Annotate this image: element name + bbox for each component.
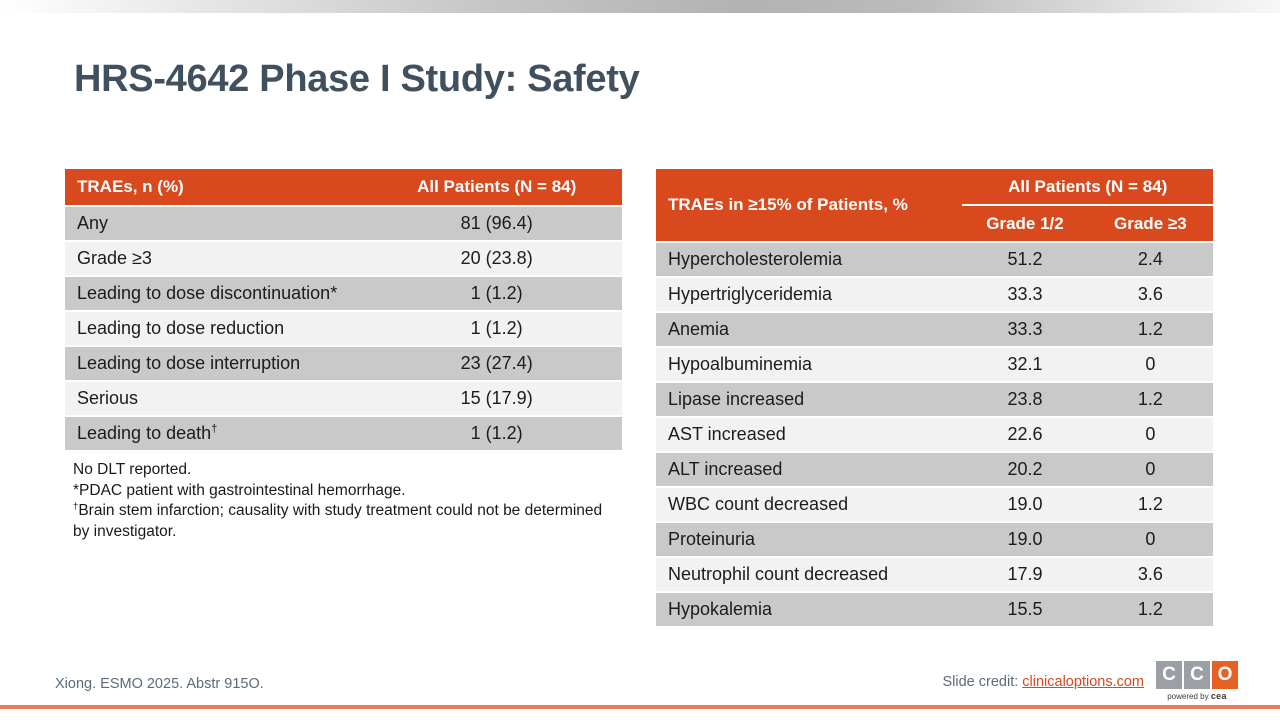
right-table-header-grade3: Grade ≥3 bbox=[1088, 205, 1213, 242]
table-cell: Serious bbox=[65, 381, 371, 416]
table-row bbox=[656, 417, 1213, 452]
table-row bbox=[656, 382, 1213, 417]
table-row bbox=[656, 277, 1213, 312]
table-cell: 20.2 bbox=[962, 452, 1087, 487]
table-cell: 1 (1.2) bbox=[371, 276, 622, 311]
table-cell: 0 bbox=[1088, 417, 1213, 452]
table-cell: 33.3 bbox=[962, 312, 1087, 347]
table-row bbox=[65, 276, 622, 311]
table-row bbox=[65, 206, 622, 241]
table-cell: Any bbox=[65, 206, 371, 241]
table-cell: Hypokalemia bbox=[656, 592, 962, 627]
table-row bbox=[656, 347, 1213, 382]
cco-logo bbox=[1156, 661, 1238, 701]
table-row bbox=[656, 487, 1213, 522]
table-cell: WBC count decreased bbox=[656, 487, 962, 522]
table-cell: Lipase increased bbox=[656, 382, 962, 417]
table-header-row bbox=[65, 169, 622, 206]
trae-summary-table bbox=[65, 169, 622, 452]
table-cell: 0 bbox=[1088, 522, 1213, 557]
table-cell: Grade ≥3 bbox=[65, 241, 371, 276]
cco-logo-tiles bbox=[1156, 661, 1238, 689]
table-header-row bbox=[656, 169, 1213, 205]
slide-credit bbox=[943, 674, 1145, 690]
table-row bbox=[65, 241, 622, 276]
table-row bbox=[656, 557, 1213, 592]
table-row bbox=[656, 592, 1213, 627]
table-cell: Leading to dose reduction bbox=[65, 311, 371, 346]
logo-tile-c1: C bbox=[1156, 661, 1182, 689]
table-cell: 19.0 bbox=[962, 487, 1087, 522]
table-cell: 1 (1.2) bbox=[371, 416, 622, 451]
table-row bbox=[656, 522, 1213, 557]
table-cell: Anemia bbox=[656, 312, 962, 347]
table-cell: 19.0 bbox=[962, 522, 1087, 557]
left-table-header-traes: TRAEs, n (%) bbox=[65, 169, 371, 206]
table-cell: 22.6 bbox=[962, 417, 1087, 452]
table-cell: 17.9 bbox=[962, 557, 1087, 592]
footnote-line: †Brain stem infarction; causality with study treatment could not be determined by investigator. bbox=[73, 501, 603, 540]
left-table-header-all-patients: All Patients (N = 84) bbox=[371, 169, 622, 206]
table-cell: Neutrophil count decreased bbox=[656, 557, 962, 592]
table-row bbox=[656, 242, 1213, 277]
table-cell: 1.2 bbox=[1088, 382, 1213, 417]
table-cell: 23.8 bbox=[962, 382, 1087, 417]
table-cell: 33.3 bbox=[962, 277, 1087, 312]
table-cell: 23 (27.4) bbox=[371, 346, 622, 381]
table-cell: 0 bbox=[1088, 347, 1213, 382]
table-cell: Hypertriglyceridemia bbox=[656, 277, 962, 312]
right-table-header-grade12: Grade 1/2 bbox=[962, 205, 1087, 242]
table-cell: AST increased bbox=[656, 417, 962, 452]
logo-tile-o: O bbox=[1212, 661, 1238, 689]
top-gradient-bar bbox=[0, 0, 1280, 13]
table-cell: Leading to dose discontinuation* bbox=[65, 276, 371, 311]
table-row bbox=[656, 452, 1213, 487]
table-row bbox=[65, 416, 622, 451]
table-cell: 51.2 bbox=[962, 242, 1087, 277]
trae-by-grade-table bbox=[656, 169, 1213, 628]
table-cell: Hypoalbuminemia bbox=[656, 347, 962, 382]
logo-tile-c2: C bbox=[1184, 661, 1210, 689]
table-cell: 3.6 bbox=[1088, 277, 1213, 312]
table-cell: 3.6 bbox=[1088, 557, 1213, 592]
table-cell: 2.4 bbox=[1088, 242, 1213, 277]
table-row bbox=[65, 311, 622, 346]
table-cell: 32.1 bbox=[962, 347, 1087, 382]
right-table-header-traes: TRAEs in ≥15% of Patients, % bbox=[656, 169, 962, 242]
logo-tagline: powered by cea bbox=[1167, 691, 1227, 701]
table-cell: 20 (23.8) bbox=[371, 241, 622, 276]
table-cell: 1 (1.2) bbox=[371, 311, 622, 346]
source-citation: Xiong. ESMO 2025. Abstr 915O. bbox=[55, 676, 264, 692]
footnotes bbox=[73, 460, 603, 543]
bottom-accent-line bbox=[0, 705, 1280, 709]
table-cell: Leading to death† bbox=[65, 416, 371, 451]
table-cell: 0 bbox=[1088, 452, 1213, 487]
table-cell: 1.2 bbox=[1088, 312, 1213, 347]
table-cell: Leading to dose interruption bbox=[65, 346, 371, 381]
footnote-line: *PDAC patient with gastrointestinal hemorrhage. bbox=[73, 481, 406, 499]
table-row bbox=[65, 381, 622, 416]
table-cell: 81 (96.4) bbox=[371, 206, 622, 241]
page-title: HRS-4642 Phase I Study: Safety bbox=[74, 58, 640, 100]
table-cell: Hypercholesterolemia bbox=[656, 242, 962, 277]
footnote-line: No DLT reported. bbox=[73, 461, 192, 478]
table-cell: 1.2 bbox=[1088, 592, 1213, 627]
table-cell: Proteinuria bbox=[656, 522, 962, 557]
table-cell: 15.5 bbox=[962, 592, 1087, 627]
right-table-header-all-patients: All Patients (N = 84) bbox=[962, 169, 1213, 205]
table-row bbox=[656, 312, 1213, 347]
table-cell: 15 (17.9) bbox=[371, 381, 622, 416]
table-row bbox=[65, 346, 622, 381]
table-cell: ALT increased bbox=[656, 452, 962, 487]
credit-link[interactable]: clinicaloptions.com bbox=[1022, 674, 1144, 690]
table-cell: 1.2 bbox=[1088, 487, 1213, 522]
slide-credit-label: Slide credit: bbox=[942, 674, 1023, 690]
